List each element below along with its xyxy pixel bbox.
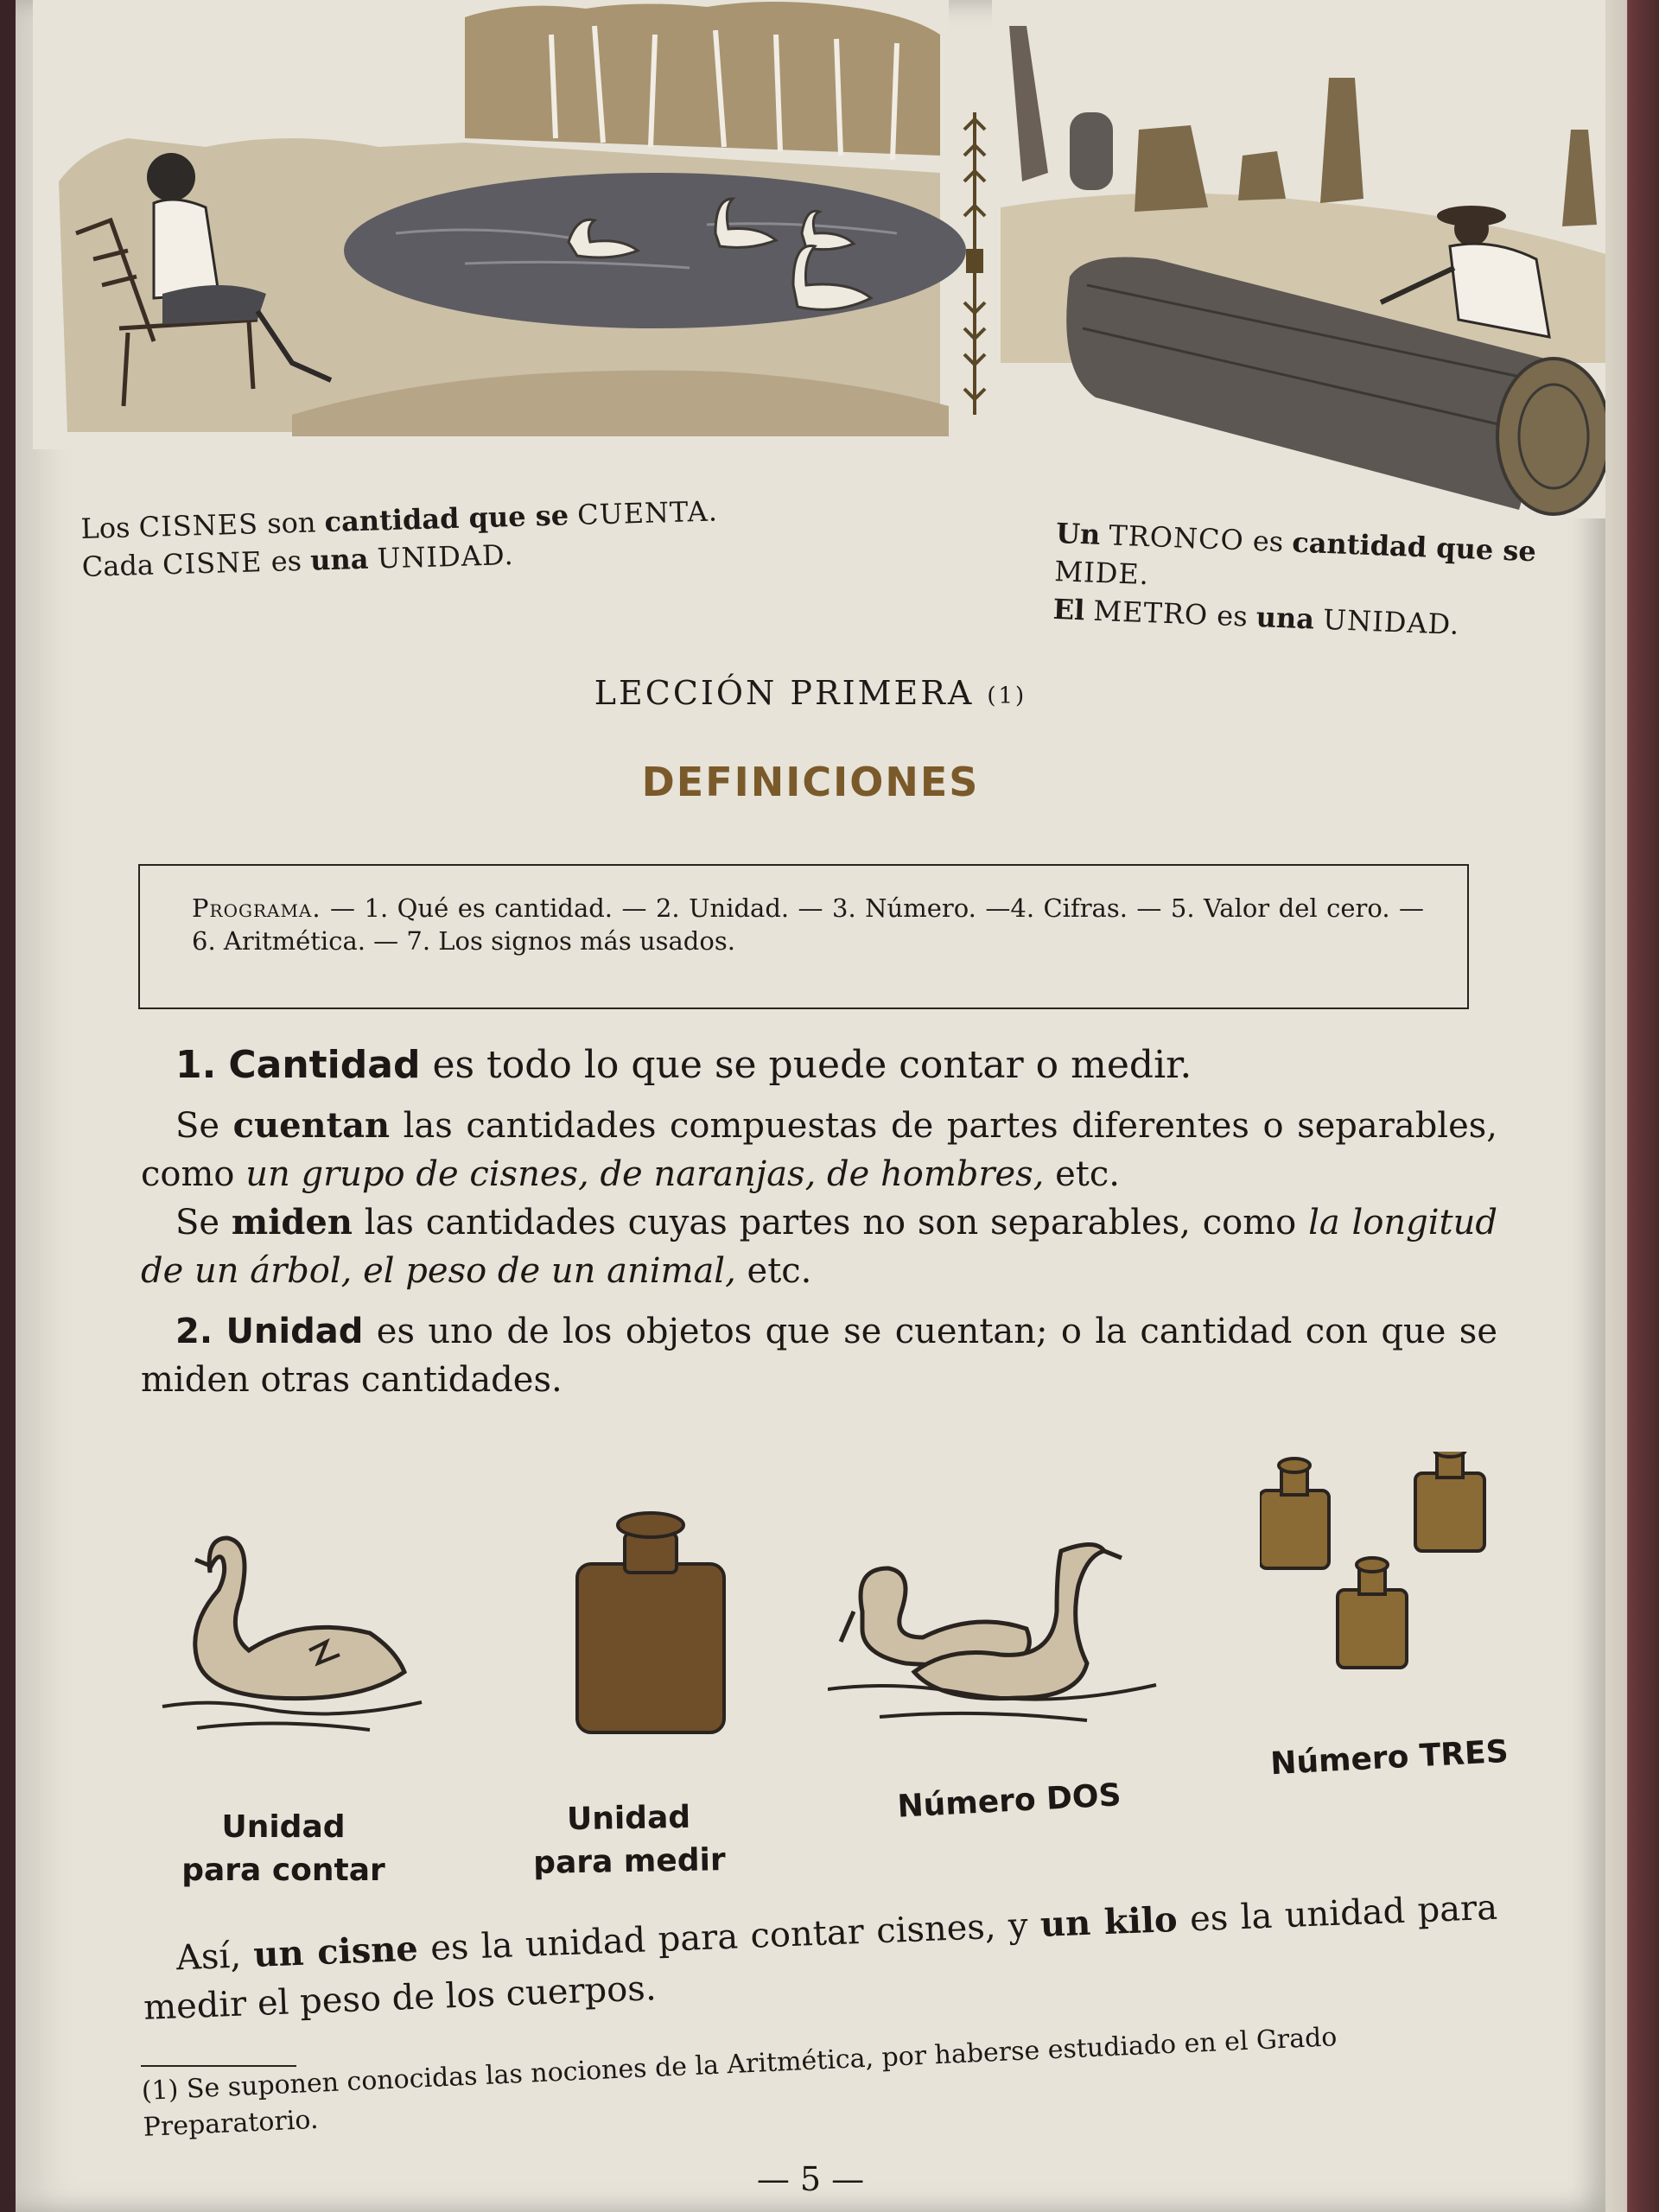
closing-paragraph: Así, un cisne es la unidad para contar cisnes, y un kilo es la unidad para medir el peso de los cuerpos. (143, 1887, 1498, 2028)
pond (344, 173, 966, 328)
label-unit-count: Unidad para contar (181, 1809, 385, 1888)
page-edge (1605, 0, 1659, 2212)
page-number: — 5 — (756, 2160, 865, 2198)
tree-line (465, 2, 940, 156)
divider-ornament (964, 112, 985, 415)
programa-text: — 1. Qué es cantidad. — 2. Unidad. — 3. Número. —4. Cifras. — 5. Valor del cero. — 6. Aritmética. — 7. Los signos más usados. (192, 893, 1424, 956)
footnote-rule (141, 2065, 296, 2067)
weight-figure (564, 1508, 737, 1741)
definition-cantidad: 1. Cantidad es todo lo que se puede contar o medir. (175, 1043, 1192, 1087)
lesson-heading: LECCIÓN PRIMERA (1) (594, 674, 1027, 712)
label-unit-measure: Unidad para medir (532, 1799, 726, 1881)
label-number-two: Número DOS (896, 1777, 1122, 1825)
footnote-mark: (1) (987, 683, 1027, 709)
two-swans-figure (828, 1516, 1191, 1758)
swan-figure (145, 1521, 465, 1771)
header-illustration (33, 0, 1623, 518)
body-text (141, 1041, 1497, 1404)
programa-box (138, 864, 1469, 1009)
book-page (16, 0, 1605, 2212)
definition-unidad: 2. Unidad es uno de los objetos que se cuentan; o la cantidad con que se miden otras cantidades. (141, 1312, 1498, 1400)
paragraph-miden: Se miden las cantidades cuyas partes no son separables, como la longitud de un árbol, el peso de un animal, etc. (141, 1202, 1497, 1291)
paragraph-cuentan: Se cuentan las cantidades compuestas de partes diferentes o separables, como un grupo de cisnes, de naranjas, de hombres, etc. (141, 1105, 1497, 1194)
caption-left: Los CISNES son cantidad que se CUENTA. Cada CISNE es una UNIDAD. (80, 494, 719, 583)
footnote: (1) Se suponen conocidas las nociones de la Aritmética, por haberse estudiado en el Grado Preparatorio. (141, 2022, 1338, 2143)
programa-label: Programa. (192, 893, 321, 923)
figure-row (145, 1503, 1502, 1763)
label-number-three: Número TRES (1269, 1733, 1510, 1783)
section-title: DEFINICIONES (641, 759, 980, 805)
three-weights-figure (1260, 1452, 1502, 1685)
caption-right: Un TRONCO es cantidad que se MIDE. El METRO es una UNIDAD. (1052, 516, 1537, 641)
